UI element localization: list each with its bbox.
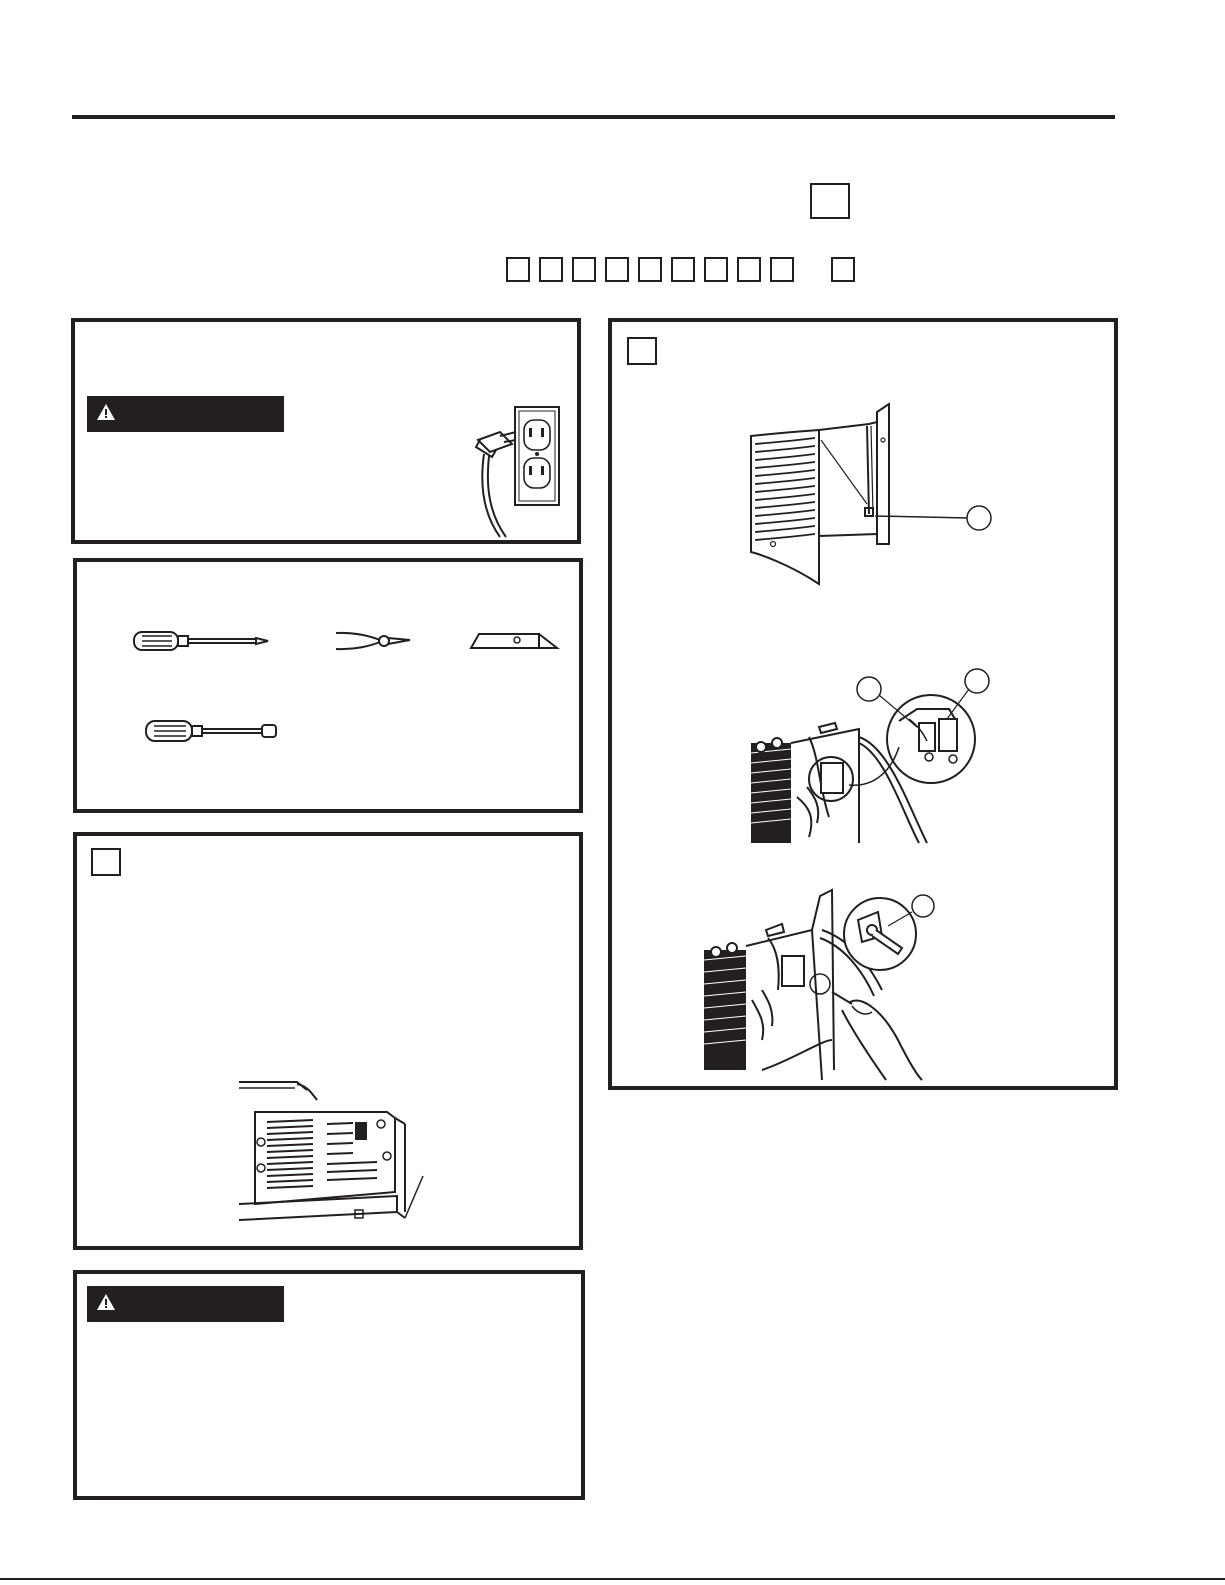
pliers-icon — [334, 628, 414, 654]
model-box — [671, 257, 695, 282]
step-two-panel — [608, 318, 1118, 1090]
safety-panel — [71, 318, 581, 544]
model-box — [539, 257, 563, 282]
model-box — [605, 257, 629, 282]
model-box — [572, 257, 596, 282]
caution-bar — [87, 1286, 284, 1322]
model-box — [506, 257, 530, 282]
wiring-harness-illustration — [749, 667, 989, 847]
warning-bar — [87, 396, 284, 432]
header-rule — [72, 115, 1115, 119]
warning-triangle-icon — [97, 404, 115, 420]
step-two-number-box — [627, 337, 657, 365]
step-one-number-box — [91, 848, 121, 876]
rear-cover-removal-illustration — [749, 404, 999, 589]
step-one-panel — [73, 832, 583, 1250]
screw-removal-illustration — [702, 890, 962, 1082]
phillips-screwdriver-icon — [132, 628, 272, 654]
model-box — [737, 257, 761, 282]
unplug-outlet-illustration — [470, 402, 575, 542]
caution-panel — [73, 1270, 585, 1500]
refrigerator-rear-illustration — [237, 1072, 442, 1237]
suffix-box — [831, 257, 855, 282]
warning-triangle-icon — [97, 1294, 115, 1310]
model-box — [638, 257, 662, 282]
utility-knife-icon — [467, 628, 562, 654]
model-box — [770, 257, 794, 282]
title-box — [810, 183, 850, 219]
footer-rule — [0, 1578, 1225, 1580]
tools-panel — [73, 558, 583, 813]
model-box — [704, 257, 728, 282]
nut-driver-icon — [144, 718, 284, 744]
